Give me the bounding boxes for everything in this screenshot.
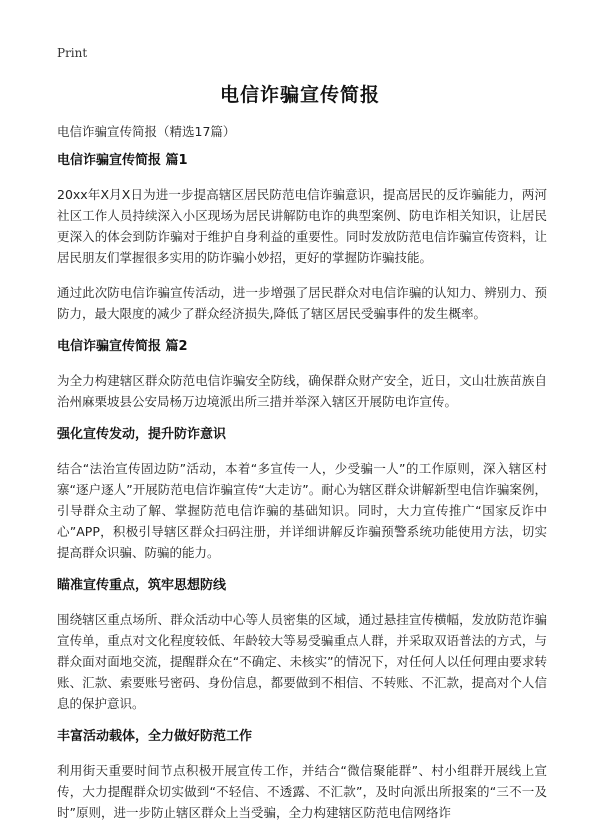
paragraph: 围绕辖区重点场所、群众活动中心等人员密集的区域，通过悬挂宣传横幅，发放防范诈骗宣传单，重点对文化程度较低、年龄较大等易受骗重点人群，并采取双语普法的方式，与群众面对面地交流，提醒群众在“不确定、未核实”的情况下，对任何人以任何理由要求转账、汇款、索要账号密码、身份信息，都要做到不相信、不转账、不汇款，提高对个人信息的保护意识。	[57, 612, 547, 711]
article-body	[57, 152, 547, 837]
section-heading: 丰富活动载体，全力做好防范工作	[57, 729, 253, 744]
paragraph: 20xx年X月X日为进一步提高辖区居民防范电信诈骗意识，提高居民的反诈骗能力，两河社区工作人员持续深入小区现场为居民讲解防电诈的典型案例、防电诈相关知识，让居民更深入的体会到防诈骗对于维护自身利益的重要性。同时发放防范电信诈骗宣传资料，让居民朋友们掌握很多实用的防诈骗小妙招，更好的掌握防诈骗技能。	[57, 187, 547, 265]
section-heading: 电信诈骗宣传简报 篇1	[57, 153, 188, 168]
paragraph: 结合“法治宣传固边防”活动，本着“多宣传一人，少受骗一人”的工作原则，深入辖区村寨“逐户逐人”开展防范电信诈骗宣传“大走访”。耐心为辖区群众讲解新型电信诈骗案例，引导群众主动了解、掌握防范电信诈骗的基础知识。同时，大力宣传推广“国家反诈中心”APP，积极引导辖区群众扫码注册，并详细讲解反诈骗预警系统功能使用方法，切实提高群众识骗、防骗的能力。	[57, 461, 547, 560]
document-subtitle: 电信诈骗宣传简报（精选17篇）	[57, 124, 236, 139]
page-title: 电信诈骗宣传简报	[219, 84, 380, 106]
paragraph: 通过此次防电信诈骗宣传活动，进一步增强了居民群众对电信诈骗的认知力、辨别力、预防力，最大限度的减少了群众经济损失,降低了辖区居民受骗事件的发生概率。	[57, 285, 547, 321]
print-link[interactable]: Print	[57, 46, 88, 60]
paragraph: 为全力构建辖区群众防范电信诈骗安全防线，确保群众财产安全，近日，文山壮族苗族自治州麻栗坡县公安局杨万边境派出所三措并举深入辖区开展防电诈宣传。	[57, 373, 547, 409]
section-heading: 瞄准宣传重点，筑牢思想防线	[57, 578, 227, 593]
paragraph: 利用街天重要时间节点积极开展宣传工作，并结合“微信聚能群”、村小组群开展线上宣传，大力提醒群众切实做到“不轻信、不透露、不汇款”，及时向派出所报案的“三不一及时”原则，进一步防止辖区群众上当受骗，全力构建辖区防范电信网络诈	[57, 763, 547, 820]
section-heading: 强化宣传发动，提升防诈意识	[57, 427, 227, 442]
section-heading: 电信诈骗宣传简报 篇2	[57, 339, 188, 354]
